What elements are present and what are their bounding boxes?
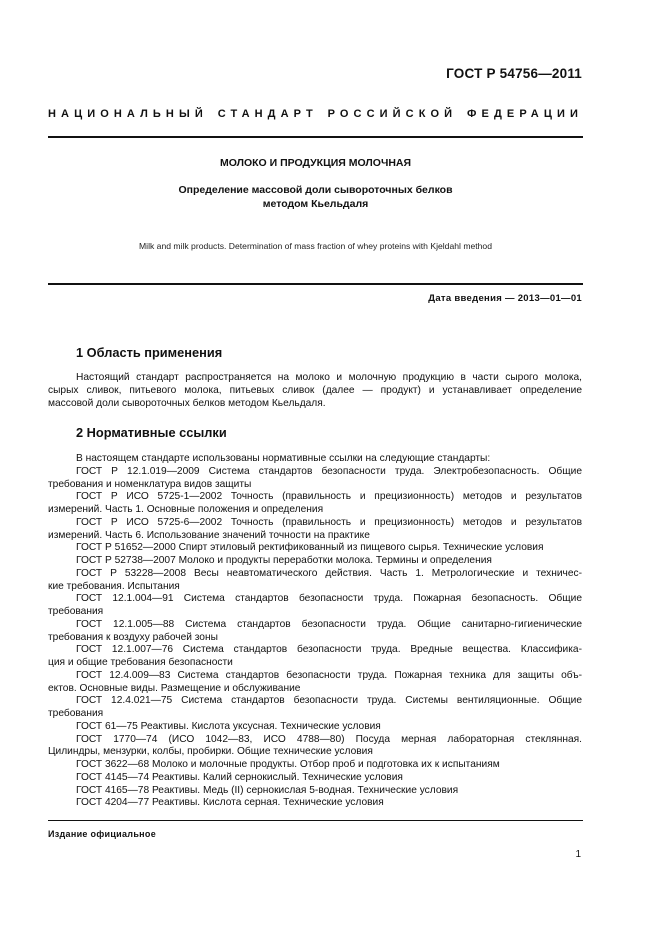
reference-line: измерений. Часть 1. Основные положения и определения [48, 504, 324, 515]
edition-note: Издание официальное [48, 829, 157, 839]
normative-references-list [48, 453, 582, 810]
reference-line: требования к воздуху рабочей зоны [48, 631, 218, 643]
document-title: МОЛОКО И ПРОДУКЦИЯ МОЛОЧНАЯ [219, 157, 412, 169]
reference-line: ектов. Основные виды. Размещение и обслуживание [48, 682, 301, 694]
reference-item [48, 785, 582, 798]
page-number: 1 [575, 849, 581, 860]
reference-line: ГОСТ 4165—78 Реактивы. Медь (II) сернокислая 5-водная. Технические условия [76, 784, 459, 796]
reference-item [48, 759, 582, 772]
reference-line: ГОСТ Р 52738—2007 Молоко и продукты переработки молока. Термины и определения [76, 555, 492, 566]
reference-line: ция и общие требования безопасности [48, 657, 233, 668]
reference-line: ГОСТ 12.1.007—76 Система стандартов безопасности труда. Вредные вещества. Классифика- [76, 644, 582, 656]
reference-line: ГОСТ Р 12.1.019—2009 Система стандартов безопасности труда. Электробезопасность. Общие [76, 465, 582, 477]
reference-line: требования и номенклатура видов защиты [48, 478, 252, 490]
section-1-heading: 1 Область применения [76, 345, 223, 360]
section-1-line: массовой доли сывороточных белков методом Кьельдаля. [48, 397, 326, 409]
reference-line: ГОСТ 12.4.009—83 Система стандартов безопасности труда. Пожарная техника для защиты объ- [76, 669, 582, 681]
subtitle-line-2: методом Кьельдаля [262, 198, 369, 210]
reference-line: ГОСТ 4204—77 Реактивы. Кислота серная. Технические условия [76, 797, 384, 809]
reference-line: ГОСТ Р ИСО 5725-1—2002 Точность (правильность и прецизионность) методов и результатов [76, 491, 582, 503]
reference-item [48, 695, 582, 721]
reference-item [48, 555, 582, 568]
reference-line: ГОСТ 61—75 Реактивы. Кислота уксусная. Технические условия [76, 720, 381, 732]
reference-line: требования [48, 708, 104, 719]
reference-item [48, 542, 582, 555]
reference-item [48, 721, 582, 734]
subtitle-line-1: Определение массовой доли сывороточных белков [178, 184, 453, 196]
reference-line: требования [48, 606, 104, 617]
reference-item [48, 772, 582, 785]
reference-item [48, 644, 582, 670]
reference-line: ГОСТ 12.1.005—88 Система стандартов безопасности труда. Общие санитарно-гигиенические [76, 618, 582, 630]
top-divider [48, 136, 583, 138]
reference-line: ГОСТ Р ИСО 5725-6—2002 Точность (правильность и прецизионность) методов и результатов [76, 516, 582, 528]
reference-item [48, 734, 582, 760]
reference-item [48, 619, 582, 645]
reference-line: ГОСТ 12.4.021—75 Система стандартов безопасности труда. Системы вентиляционные. Общие [76, 695, 582, 707]
reference-item [48, 517, 582, 543]
section-1-line: сырых сливок, питьевого молока, питьевых сливок (далее — продукт) и устанавливает определение [48, 384, 582, 396]
reference-item [48, 593, 582, 619]
reference-line: В настоящем стандарте использованы нормативные ссылки на следующие стандарты: [76, 453, 491, 464]
reference-line: ГОСТ 3622—68 Молоко и молочные продукты. Отбор проб и подготовка их к испытаниям [76, 759, 500, 770]
reference-item [48, 568, 582, 594]
reference-line: ГОСТ 1770—74 (ИСО 1042—83, ИСО 4788—80) Посуда мерная лабораторная стеклянная. [76, 733, 582, 745]
bottom-divider [48, 820, 583, 821]
reference-line: Цилиндры, мензурки, колбы, пробирки. Общие технические условия [48, 746, 373, 758]
reference-line: измерений. Часть 6. Использование значений точности на практике [48, 529, 370, 541]
section-1-text [48, 372, 582, 410]
middle-divider [48, 283, 583, 285]
reference-line: ГОСТ 12.1.004—91 Система стандартов безопасности труда. Пожарная безопасность. Общие [76, 593, 582, 605]
reference-item [48, 491, 582, 517]
reference-line: ГОСТ Р 53228—2008 Весы неавтоматического действия. Часть 1. Метрологические и техничес- [76, 567, 582, 579]
national-standard-banner: НАЦИОНАЛЬНЫЙ СТАНДАРТ РОССИЙСКОЙ ФЕДЕРАЦИИ [48, 108, 583, 120]
document-number: ГОСТ Р 54756—2011 [446, 66, 582, 81]
section-2-heading: 2 Нормативные ссылки [76, 425, 227, 440]
introduction-date: Дата введения — 2013—01—01 [428, 293, 582, 304]
reference-line: кие требования. Испытания [48, 580, 180, 592]
reference-line: ГОСТ 4145—74 Реактивы. Калий сернокислый. Технические условия [76, 771, 403, 783]
document-subtitle [48, 183, 583, 211]
reference-item [48, 453, 582, 466]
section-1-line: Настоящий стандарт распространяется на молоко и молочную продукцию в части сырого молока, [76, 372, 582, 383]
reference-line: ГОСТ Р 51652—2000 Спирт этиловый ректификованный из пищевого сырья. Технические условия [76, 542, 544, 554]
reference-item [48, 670, 582, 696]
reference-item [48, 797, 582, 810]
english-title: Milk and milk products. Determination of mass fraction of whey proteins with Kjeldahl method [139, 241, 492, 251]
reference-item [48, 466, 582, 492]
